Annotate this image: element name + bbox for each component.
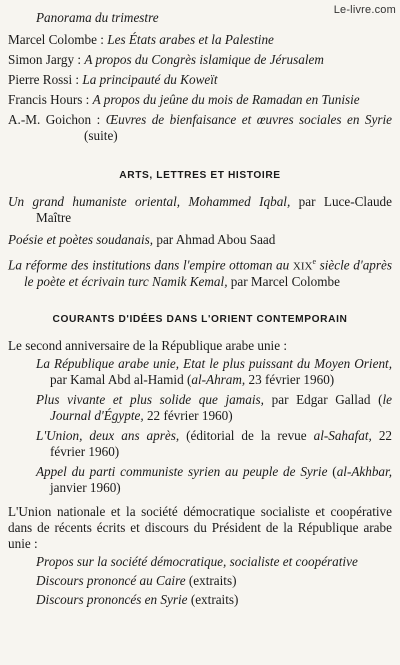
arts-title-cont: siècle d'après le poète et écrivain turc Namik Kemal,: [24, 257, 393, 290]
courants-intro: Le second anniversaire de la République arabe unie :: [8, 338, 288, 354]
document-page: [8, 8, 392, 608]
article-entry: [8, 112, 392, 144]
article-author: Francis Hours :: [8, 92, 90, 107]
courants-source: al-Sahafat,: [313, 428, 372, 444]
courants-intro-2: L'Union nationale et la société démocratique socialiste et coopérative dans de récents écrits et discours du Président de la République arabe unie :: [8, 504, 392, 552]
courants-entry: [8, 464, 392, 496]
arts-title: La réforme des institutions dans l'empire ottoman au: [8, 257, 290, 273]
article-title: A propos du Congrès islamique de Jérusalem: [84, 52, 324, 67]
courants-source: le Journal d'Égypte,: [50, 392, 392, 424]
courants-title: Propos sur la société démocratique, socialiste et coopérative: [36, 554, 358, 570]
arts-author: par Luce-Claude Maître: [36, 194, 392, 225]
courants-entry-2: [8, 573, 392, 589]
article-entry: [8, 32, 392, 48]
courants-rest: (: [332, 464, 337, 480]
panorama-heading: Panorama du trimestre: [36, 10, 159, 25]
courants-rest: par Kamal Abd al-Hamid (: [50, 372, 192, 388]
article-author: Simon Jargy :: [8, 52, 82, 67]
courants-title: La République arabe unie, Etat le plus puissant du Moyen Orient,: [36, 356, 392, 372]
arts-author: par Marcel Colombe: [230, 274, 340, 290]
courants-entry: [8, 356, 392, 388]
arts-author: par Ahmad Abou Saad: [156, 232, 276, 247]
courants-title: Discours prononcé au Caire: [36, 573, 186, 589]
courants-rest: (extraits): [188, 573, 237, 589]
arts-title: Un grand humaniste oriental, Mohammed Iqbal,: [8, 194, 291, 209]
arts-century-sup: e: [312, 257, 316, 266]
arts-century: XIX: [292, 260, 313, 273]
courants-source: al-Akhbar,: [336, 464, 392, 480]
courants-title: Discours prononcés en Syrie: [36, 592, 188, 608]
courants-entry: [8, 428, 392, 460]
courants-date: 22 février 1960): [146, 408, 233, 424]
courants-rest: (extraits): [190, 592, 239, 608]
courants-date: 23 février 1960): [248, 372, 335, 388]
arts-entry: [8, 254, 392, 290]
article-title: La principauté du Koweït: [82, 72, 218, 87]
article-author: A.-M. Goichon :: [8, 112, 101, 127]
article-entry: [8, 72, 392, 88]
article-entry: [8, 92, 392, 108]
section-heading-courants: COURANTS D'IDÉES DANS L'ORIENT CONTEMPORAIN: [52, 314, 348, 326]
courants-rest: (éditorial de la revue: [186, 428, 307, 444]
article-title: Œuvres de bienfaisance et œuvres sociales en Syrie: [105, 112, 392, 127]
courants-title: Appel du parti communiste syrien au peuple de Syrie: [36, 464, 328, 480]
article-author: Marcel Colombe :: [8, 32, 104, 47]
courants-date: 22 février 1960): [50, 428, 392, 460]
courants-title: L'Union, deux ans après,: [36, 428, 180, 444]
section-heading-arts: ARTS, LETTRES ET HISTOIRE: [119, 170, 281, 181]
arts-title: Poésie et poètes soudanais,: [8, 232, 154, 247]
article-author: Pierre Rossi :: [8, 72, 80, 87]
courants-title: Plus vivante et plus solide que jamais,: [36, 392, 264, 408]
courants-entry: [8, 392, 392, 424]
courants-source: al-Ahram,: [191, 372, 246, 388]
article-entry: [8, 52, 392, 68]
arts-entry: [8, 232, 392, 248]
courants-rest: par Edgar Gallad (: [271, 392, 383, 408]
arts-entry: [8, 194, 392, 226]
courants-entry-2: [8, 554, 392, 570]
article-suffix: (suite): [84, 128, 118, 143]
courants-entry-2: [8, 592, 392, 608]
article-title: A propos du jeûne du mois de Ramadan en Tunisie: [92, 92, 360, 107]
watermark: Le-livre.com: [333, 4, 396, 16]
article-title: Les États arabes et la Palestine: [107, 32, 274, 47]
courants-date: janvier 1960): [50, 480, 121, 496]
